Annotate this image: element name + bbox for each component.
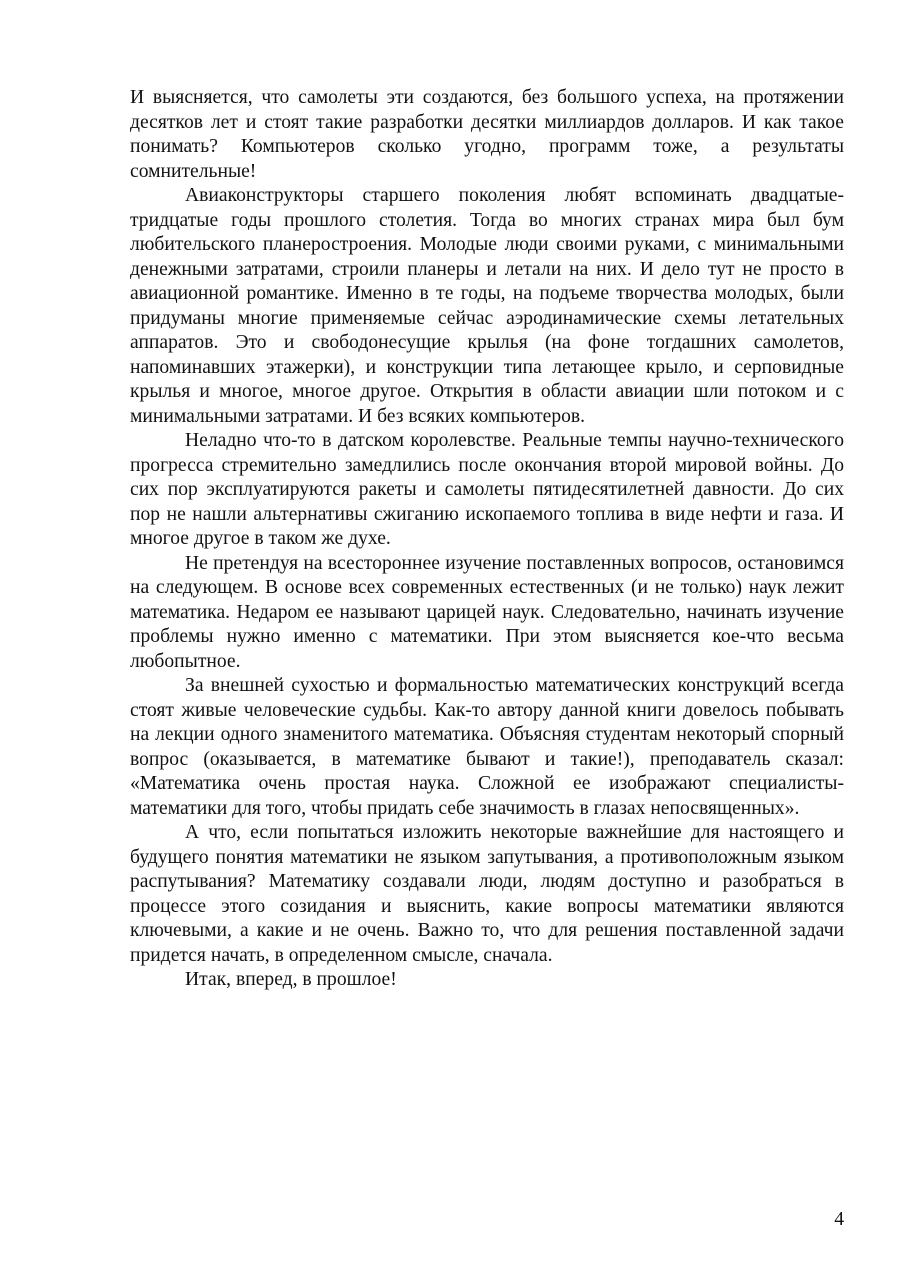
paragraph-5: За внешней сухостью и формальностью математических конструкций всегда стоят живые человеческие судьбы. Как-то автору данной книги довелось побывать на лекции одного знаменитого математика. Объясняя студентам некоторый спорный вопрос (оказывается, в математике бывают и такие!), преподаватель сказал: «Математика очень простая наука. Сложной ее изображают специалисты-математики для того, чтобы придать себе значимость в глазах непосвященных». bbox=[130, 675, 844, 819]
paragraph-4: Не претендуя на всестороннее изучение поставленных вопросов, остановимся на следующем. В основе всех современных естественных (и не только) наук лежит математика. Недаром ее называют царицей наук. Следовательно, начинать изучение проблемы нужно именно с математики. При этом выясняется кое-что весьма любопытное. bbox=[130, 552, 844, 672]
paragraph-7: Итак, вперед, в прошлое! bbox=[185, 969, 397, 990]
paragraph-1: И выясняется, что самолеты эти создаются, без большого успеха, на протяжении десятков лет и стоят такие разработки десятки миллиардов долларов. И как такое понимать? Компьютеров сколько угодно, программ тоже, а результаты сомнительные! bbox=[130, 87, 844, 182]
page-number: 4 bbox=[834, 1209, 844, 1230]
paragraph-6: А что, если попытаться изложить некоторые важнейшие для настоящего и будущего понятия математики не языком запутывания, а противоположным языком распутывания? Математику создавали люди, людям доступно и разобраться в процессе этого созидания и выяснить, какие вопросы математики являются ключевыми, а какие и не очень. Важно то, что для решения поставленной задачи придется начать, в определенном смысле, сначала. bbox=[130, 822, 844, 966]
paragraph-3: Неладно что-то в датском королевстве. Реальные темпы научно-технического прогресса стремительно замедлились после окончания второй мировой войны. До сих пор эксплуатируются ракеты и самолеты пятидесятилетней давности. До сих пор не нашли альтернативы сжиганию ископаемого топлива в виде нефти и газа. И многое другое в таком же духе. bbox=[130, 430, 844, 549]
paragraph-2: Авиаконструкторы старшего поколения любят вспоминать двадцатые-тридцатые годы прошлого столетия. Тогда во многих странах мира был бум любительского планеростроения. Молодые люди своими руками, с минимальными денежными затратами, строили планеры и летали на них. И дело тут не просто в авиационной романтике. Именно в те годы, на подъеме творчества молодых, были придуманы многие применяемые сейчас аэродинамические схемы летательных аппаратов. Это и свободонесущие крылья (на фоне тогдашних самолетов, напоминавших этажерки), и конструкции типа летающее крыло, и серповидные крылья и многое, многое другое. Открытия в области авиации шли потоком и с минимальными затратами. И без всяких компьютеров. bbox=[130, 185, 844, 427]
body-text bbox=[130, 86, 844, 993]
